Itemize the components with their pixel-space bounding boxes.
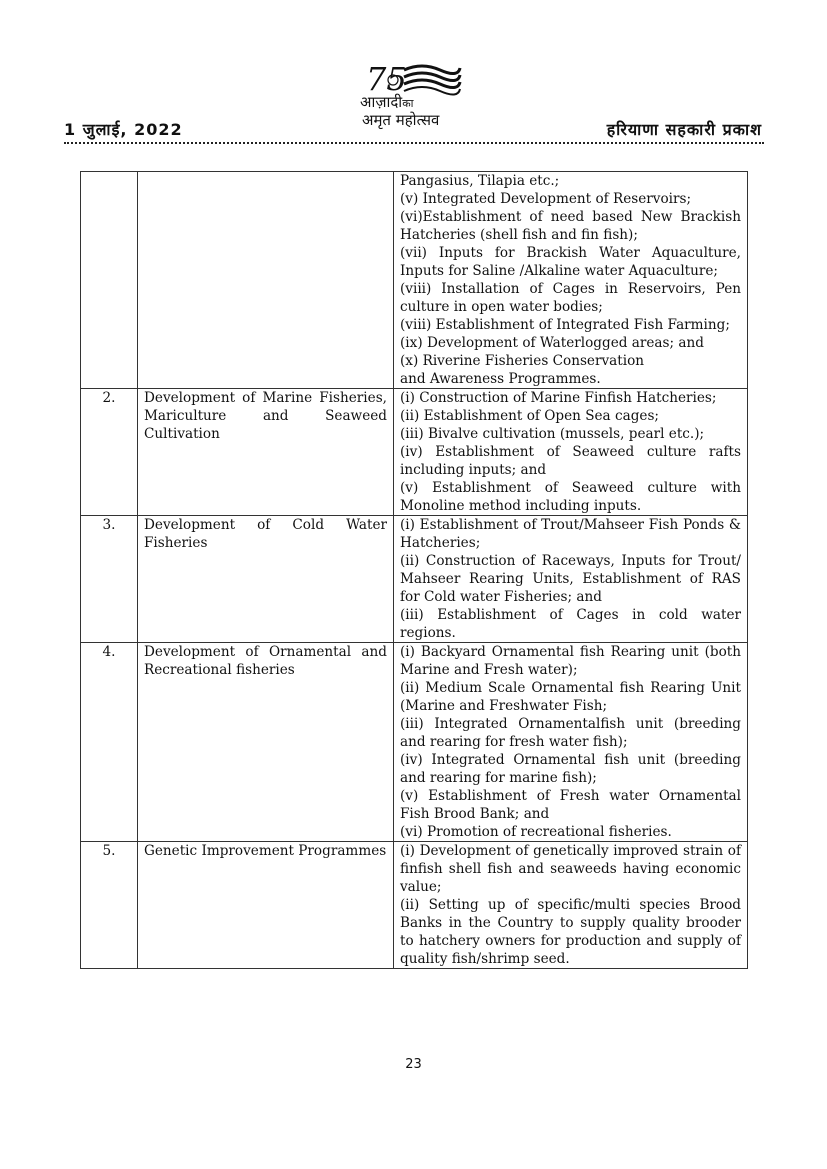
activity-item: (vi)Establishment of need based New Brackish Hatcheries (shell fish and fin fish); (400, 209, 741, 243)
activity-item: (v) Establishment of Seaweed culture with Monoline method including inputs. (400, 480, 741, 514)
table-row (81, 643, 748, 842)
activities-cell (394, 516, 748, 643)
row-serial-number: 4. (81, 643, 138, 842)
activity-item: (iv) Integrated Ornamental fish unit (breeding and rearing for marine fish); (400, 752, 741, 786)
logo-word-azadi: आज़ादी (360, 93, 403, 111)
logo-text-line-2: अमृत महोत्सव (362, 111, 440, 129)
activity-item: (vii) Inputs for Brackish Water Aquaculture, Inputs for Saline /Alkaline water Aquaculture; (400, 245, 741, 279)
schemes-table-body (81, 172, 748, 969)
row-serial-number: 2. (81, 389, 138, 516)
svg-text:75: 75 (366, 60, 407, 96)
activities-cell (394, 172, 748, 389)
component-title: Development of Ornamental and Recreational fisheries (138, 643, 394, 842)
activity-item: (ii) Medium Scale Ornamental fish Rearing Unit (Marine and Freshwater Fish; (400, 680, 741, 714)
azadi-ka-amrit-mahotsav-logo (360, 60, 470, 132)
component-title (138, 172, 394, 389)
schemes-table (80, 171, 748, 969)
component-title: Genetic Improvement Programmes (138, 842, 394, 969)
activity-item: (viii) Installation of Cages in Reservoirs, Pen culture in open water bodies; (400, 281, 741, 315)
activity-item: and Awareness Programmes. (400, 371, 601, 387)
activity-item: (i) Development of genetically improved strain of finfish shell fish and seaweeds having economic value; (400, 843, 741, 895)
activity-item: (x) Riverine Fisheries Conservation (400, 353, 645, 369)
activity-item: (iii) Integrated Ornamentalfish unit (breeding and rearing for fresh water fish); (400, 716, 741, 750)
activity-item: (i) Backyard Ornamental fish Rearing unit (both Marine and Fresh water); (400, 644, 741, 678)
activity-item: (ix) Development of Waterlogged areas; and (400, 335, 704, 351)
activity-item: (ii) Setting up of specific/multi species Brood Banks in the Country to supply quality brooder to hatchery owners for production and supply of quality fish/shrimp seed. (400, 897, 741, 967)
activities-cell (394, 842, 748, 969)
table-row (81, 516, 748, 643)
row-serial-number (81, 172, 138, 389)
component-title: Development of Marine Fisheries, Mariculture and Seaweed Cultivation (138, 389, 394, 516)
activities-cell (394, 643, 748, 842)
activity-item: (iv) Establishment of Seaweed culture rafts including inputs; and (400, 444, 741, 478)
table-row (81, 172, 748, 389)
issue-date: 1 जुलाई, 2022 (64, 120, 183, 139)
activity-item: Pangasius, Tilapia etc.; (400, 173, 560, 189)
activity-item: (ii) Establishment of Open Sea cages; (400, 408, 659, 424)
logo-text-line-1 (360, 92, 414, 112)
activity-item: (vi) Promotion of recreational fisheries. (400, 824, 672, 840)
activity-item: (ii) Construction of Raceways, Inputs for Trout/ Mahseer Rearing Units, Establishment of RAS for Cold water Fisheries; and (400, 553, 741, 605)
table-row (81, 842, 748, 969)
table-row (81, 389, 748, 516)
activity-item: (v) Integrated Development of Reservoirs; (400, 191, 692, 207)
activity-item: (v) Establishment of Fresh water Ornamental Fish Brood Bank; and (400, 788, 741, 822)
logo-emblem-icon (364, 60, 464, 96)
activity-item: (i) Establishment of Trout/Mahseer Fish Ponds & Hatcheries; (400, 517, 741, 551)
component-title: Development of Cold Water Fisheries (138, 516, 394, 643)
activity-item: (iii) Bivalve cultivation (mussels, pearl etc.); (400, 426, 705, 442)
activities-cell (394, 389, 748, 516)
page-number: 23 (405, 1057, 422, 1072)
row-serial-number: 3. (81, 516, 138, 643)
journal-title: हरियाणा सहकारी प्रकाश (606, 120, 762, 139)
header-dotted-divider (64, 142, 764, 144)
activity-item: (viii) Establishment of Integrated Fish Farming; (400, 317, 730, 333)
activity-item: (i) Construction of Marine Finfish Hatcheries; (400, 390, 717, 406)
activity-item: (iii) Establishment of Cages in cold water regions. (400, 607, 741, 641)
page-header (64, 60, 764, 145)
logo-word-ka: का (402, 97, 414, 110)
row-serial-number: 5. (81, 842, 138, 969)
